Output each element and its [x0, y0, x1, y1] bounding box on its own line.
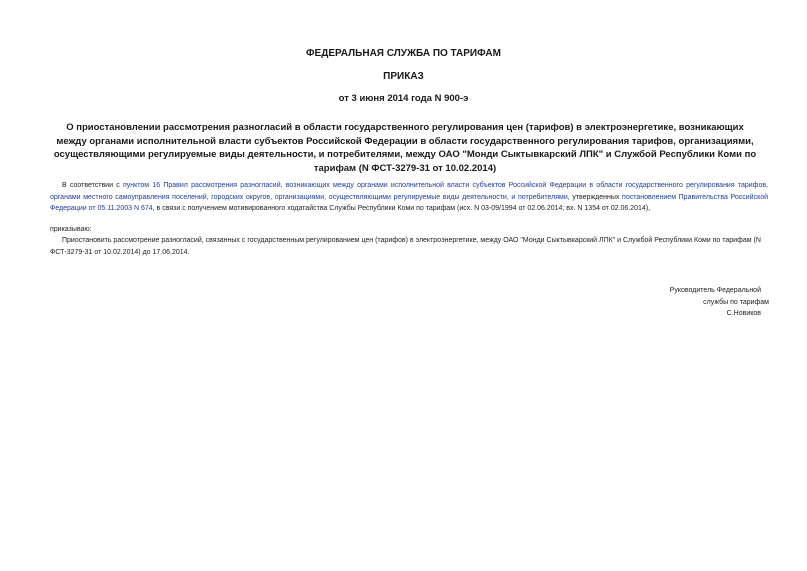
signature-name: С.Новиков: [726, 310, 761, 317]
document-title: О приостановлении рассмотрения разногласий в области государственного регулирования цен (тарифов) в электроэнергетике, возникающих между органами исполнительной власти субъектов Российской Федерации в области государственного регулирования тарифов, организациями, осуществляющими регулируемые виды деятельности, и потребителями, между ОАО "Монди Сыктывкарский ЛПК" и Службой Республики Коми по тарифам (N ФСТ-3279-31 от 10.02.2014): [53, 122, 757, 174]
preamble-tail: , в связи с получением мотивированного ходатайства Службы Республики Коми по тарифам (исх. N 03-09/1994 от 02.06.2014; вх. N 1354 от 02.06.2014),: [152, 205, 651, 212]
signature-position-line1: Руководитель Федеральной: [669, 287, 761, 294]
document-date-number: от 3 июня 2014 года N 900-э: [338, 93, 469, 104]
government-resolution-link[interactable]: постановлением Правительства Российской Федерации от 05.11.2003 N 674: [50, 193, 769, 212]
document-type: ПРИКАЗ: [383, 71, 424, 82]
order-paragraph: Приостановить рассмотрение разногласий, связанных с государственным регулированием цен (тарифов) в электроэнергетике, между ОАО "Монди Сыктывкарский ЛПК" и Службой Республики Коми по тарифам (N ФСТ-3279-31 от 10.02.2014) до 17.06.2014.: [50, 237, 761, 256]
preamble-lead: В соответствии с: [62, 182, 123, 189]
order-word: приказываю:: [50, 226, 92, 233]
agency-name: ФЕДЕРАЛЬНАЯ СЛУЖБА ПО ТАРИФАМ: [306, 48, 501, 59]
rules-clause-link[interactable]: пунктом 16 Правил рассмотрения разногласий, возникающих между органами исполнительной власти субъектов Российской Федерации в области государственного регулирования тарифов, органами местного самоуправления поселений, городских округов, организациями, осуществляющими регулируемые виды деятельности, и потребителями: [50, 182, 769, 201]
preamble-mid: , утвержденных: [567, 193, 623, 201]
signature-block: [569, 285, 769, 320]
preamble-paragraph: [50, 180, 768, 215]
signature-position-line2: службы по тарифам: [703, 298, 769, 306]
